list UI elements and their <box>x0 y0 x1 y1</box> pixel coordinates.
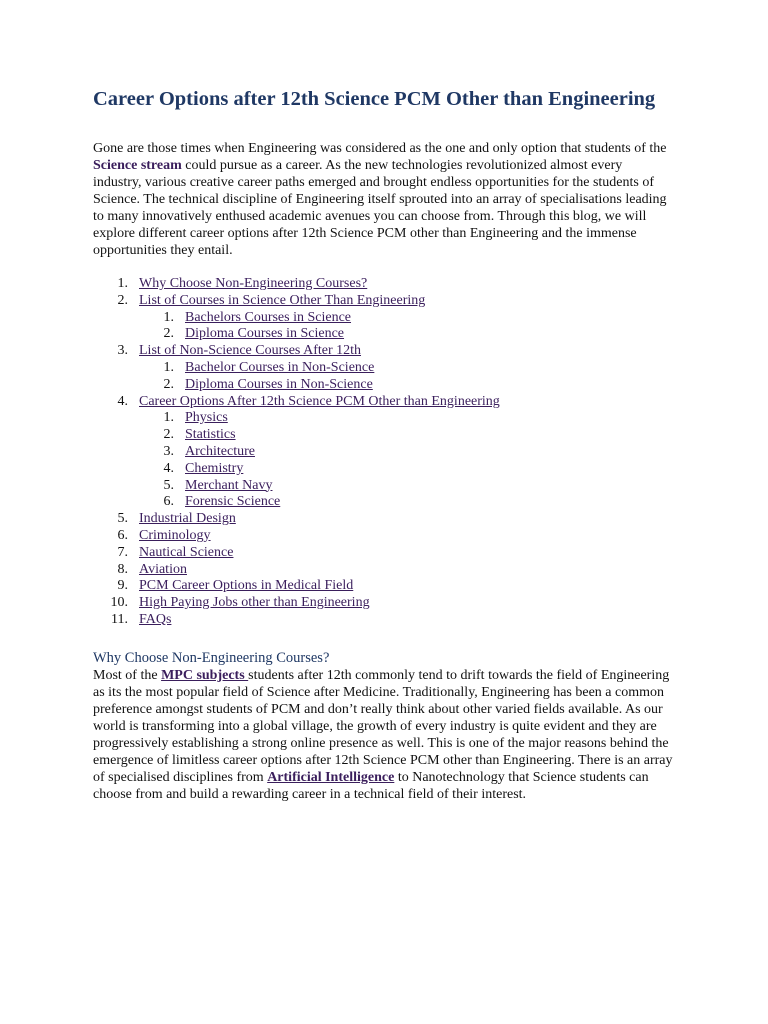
toc-subitem-number: 1. <box>163 359 174 375</box>
toc-item-number: 5. <box>117 511 128 527</box>
toc-item-number: 9. <box>117 578 128 594</box>
toc-link[interactable]: FAQs <box>139 611 172 627</box>
toc-item-number: 8. <box>117 561 128 577</box>
toc-subitem <box>139 310 673 327</box>
toc-link[interactable]: Aviation <box>139 561 187 577</box>
toc-item <box>93 528 673 545</box>
section-text-3: to Nanotechnology that Science students can choose from and build a rewarding career in a technical field of their interest. <box>93 769 649 802</box>
mpc-subjects-link[interactable]: MPC subjects <box>161 667 249 683</box>
toc-link[interactable]: Nautical Science <box>139 544 234 560</box>
toc-subitem-number: 3. <box>163 443 174 459</box>
artificial-intelligence-link[interactable]: Artificial Intelligence <box>267 769 395 785</box>
toc-sublink[interactable]: Forensic Science <box>185 494 281 510</box>
toc-subitem-number: 2. <box>163 427 174 443</box>
page-title: Career Options after 12th Science PCM Other than Engineering <box>93 88 656 110</box>
toc-sublink[interactable]: Diploma Courses in Science <box>185 326 345 342</box>
toc-item <box>93 545 673 562</box>
toc-link[interactable]: Industrial Design <box>139 511 236 527</box>
section-text-2: students after 12th commonly tend to drift towards the field of Engineering as its the most popular field of Science after Medicine. Traditionally, Engineering has been a common preference amongst students of PCM and don’t really think about other varied fields available. As our world is transforming into a global village, the growth of every industry is quite evident and they are progressively establishing a strong online presence as well. This is one of the major reasons behind the emergence of limitless career options after 12th Science PCM other than Engineering. There is an array of specialised disciplines from <box>93 667 673 785</box>
toc-item-number: 10. <box>110 595 128 611</box>
toc-sublink[interactable]: Merchant Navy <box>185 477 273 493</box>
toc-subitem <box>139 494 673 511</box>
toc-sublink[interactable]: Physics <box>185 410 228 426</box>
toc-item <box>93 276 673 293</box>
toc-subitem-number: 2. <box>163 326 174 342</box>
toc-item <box>93 612 673 629</box>
science-stream-link[interactable]: Science stream <box>93 158 182 173</box>
section-text-1: Most of the <box>93 667 162 683</box>
toc-item <box>93 595 673 612</box>
toc-subitem <box>139 326 673 343</box>
toc-subitem-number: 1. <box>163 309 174 325</box>
toc-link[interactable]: List of Non-Science Courses After 12th <box>139 343 362 359</box>
toc-item-number: 11. <box>111 611 128 627</box>
toc-item-number: 3. <box>117 343 128 359</box>
section-paragraph <box>93 667 673 803</box>
toc-subitem-number: 1. <box>163 410 174 426</box>
toc-link[interactable]: Career Options After 12th Science PCM Other than Engineering <box>139 393 500 409</box>
toc-sublink[interactable]: Diploma Courses in Non-Science <box>185 376 373 392</box>
toc-sublink[interactable]: Bachelor Courses in Non-Science <box>185 359 375 375</box>
toc-link[interactable]: PCM Career Options in Medical Field <box>139 578 354 594</box>
toc-sublink[interactable]: Architecture <box>185 443 255 459</box>
toc-sublink[interactable]: Statistics <box>185 427 236 443</box>
intro-text-after: could pursue as a career. As the new technologies revolutionized almost every industry, various creative career paths emerged and brought endless opportunities for the students of Science. The technical discipline of Engineering itself sprouted into an array of specialisations leading to many innovatively enthused academic avenues you can choose from. Through this blog, we will explore different career options after 12th Science PCM other than Engineering and the immense opportunities they entail. <box>93 158 667 258</box>
toc-subitem <box>139 360 673 377</box>
toc-subitem-number: 6. <box>163 494 174 510</box>
toc-link[interactable]: List of Courses in Science Other Than Engineering <box>139 292 426 308</box>
toc-subitem <box>139 444 673 461</box>
toc-item <box>93 562 673 579</box>
toc-subitem <box>139 461 673 478</box>
toc-link[interactable]: Why Choose Non-Engineering Courses? <box>139 276 368 291</box>
toc-item <box>93 343 673 393</box>
toc-sublist <box>139 410 673 511</box>
toc-subitem-number: 2. <box>163 376 174 392</box>
toc-sublink[interactable]: Bachelors Courses in Science <box>185 309 352 325</box>
toc-item-number: 7. <box>117 544 128 560</box>
intro-text-before: Gone are those times when Engineering was considered as the one and only option that students of the <box>93 141 667 156</box>
toc-item <box>93 394 673 512</box>
toc-subitem <box>139 377 673 394</box>
intro-paragraph <box>93 140 673 259</box>
toc-subitem-number: 4. <box>163 460 174 476</box>
toc-subitem <box>139 478 673 495</box>
toc-sublink[interactable]: Chemistry <box>185 460 244 476</box>
toc-subitem <box>139 427 673 444</box>
toc-item-number: 4. <box>117 393 128 409</box>
section-heading: Why Choose Non-Engineering Courses? <box>93 649 330 666</box>
table-of-contents <box>93 276 673 629</box>
toc-item <box>93 293 673 343</box>
toc-item-number: 1. <box>117 276 128 291</box>
toc-subitem-number: 5. <box>163 477 174 493</box>
toc-item <box>93 578 673 595</box>
toc-subitem <box>139 410 673 427</box>
article <box>93 86 673 803</box>
toc-link[interactable]: Criminology <box>139 527 211 543</box>
toc-sublist <box>139 360 673 394</box>
toc-item-number: 2. <box>117 292 128 308</box>
toc-item-number: 6. <box>117 527 128 543</box>
toc-sublist <box>139 310 673 344</box>
toc-link[interactable]: High Paying Jobs other than Engineering <box>139 595 370 611</box>
toc-item <box>93 511 673 528</box>
